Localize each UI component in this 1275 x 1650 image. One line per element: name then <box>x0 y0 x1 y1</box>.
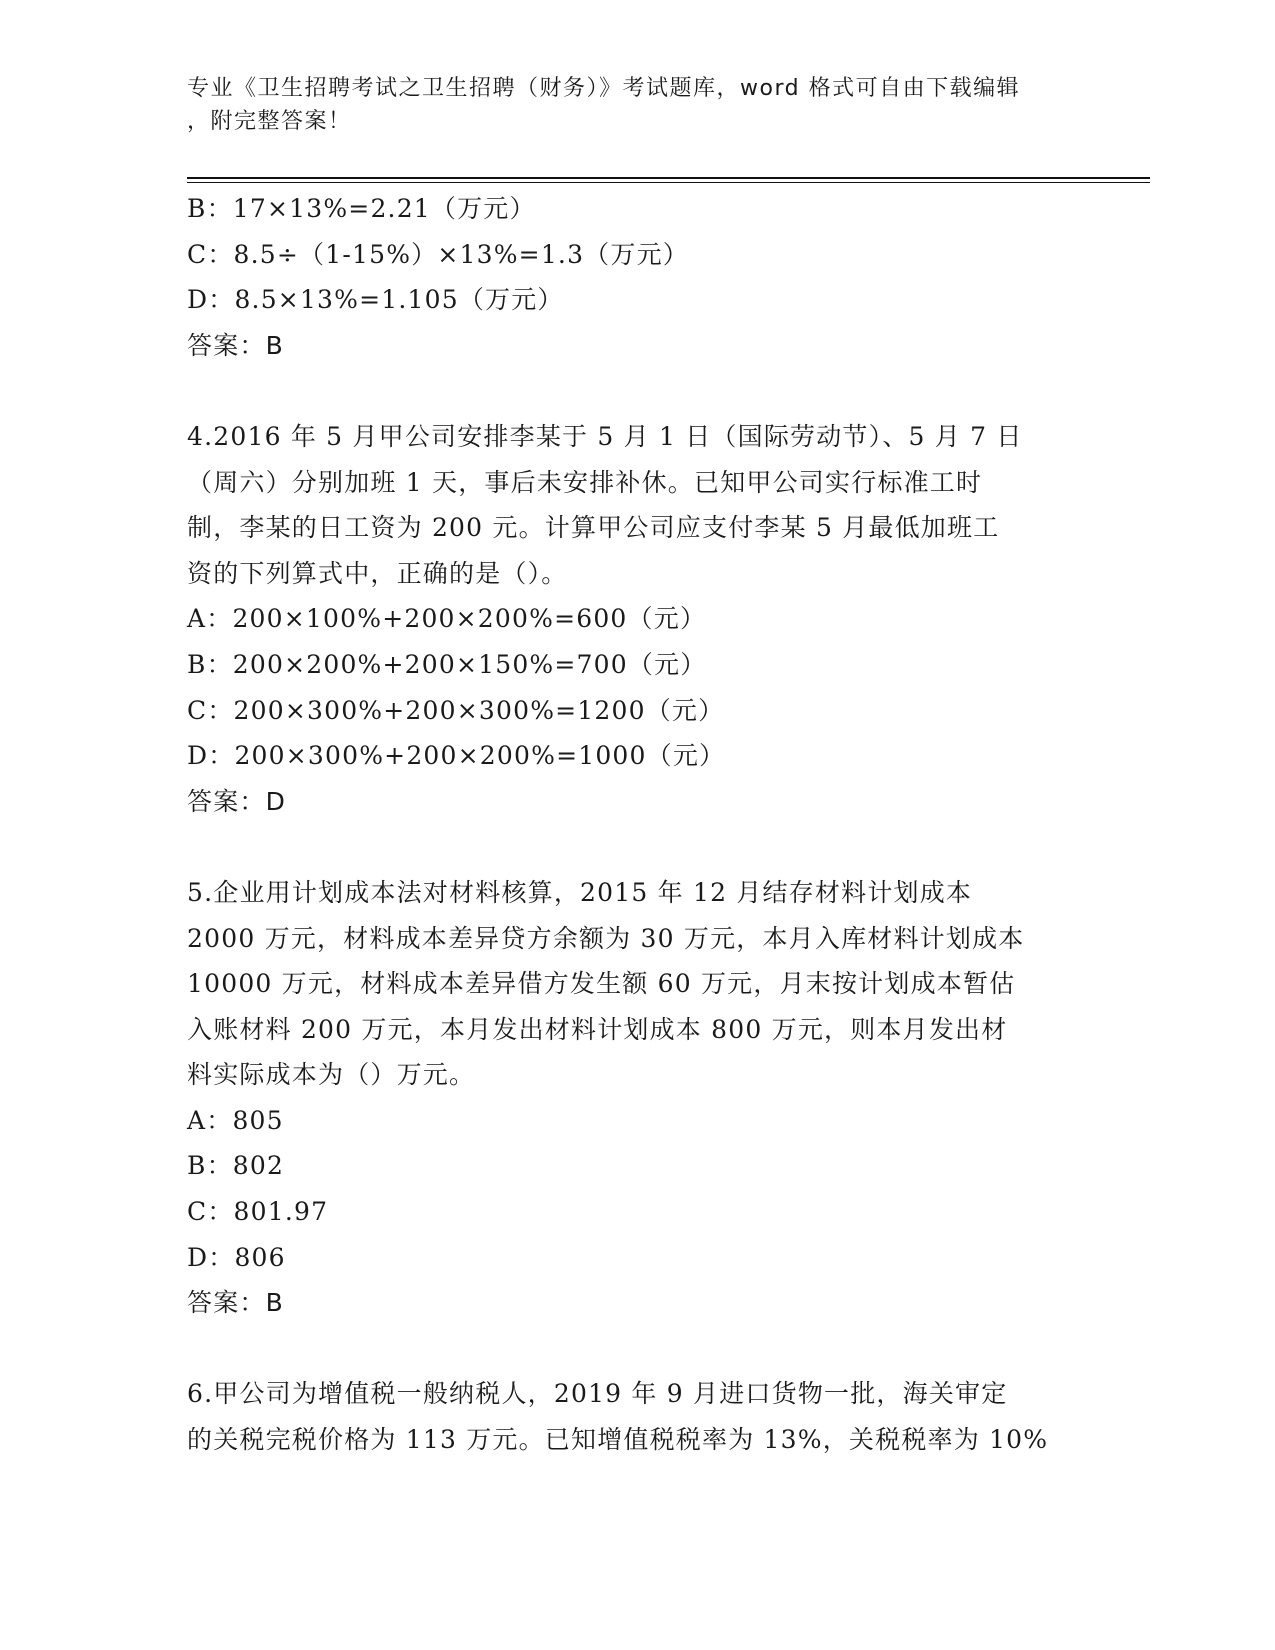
q5-stem-line: 料实际成本为（）万元。 <box>187 1060 476 1090</box>
q3-option-c: C：8.5÷（1-15%）×13%=1.3（万元） <box>187 239 689 269</box>
header-divider-thick <box>187 177 1150 179</box>
spacer <box>187 824 1087 870</box>
q4-stem-line: （周六）分别加班 1 天，事后未安排补休。已知甲公司实行标准工时 <box>187 467 983 497</box>
q4-answer: 答案：D <box>187 786 287 816</box>
question-6 <box>187 1371 1087 1462</box>
question-3 <box>187 186 1087 368</box>
q5-option-d: D：806 <box>187 1242 286 1272</box>
q5-stem-line: 10000 万元，材料成本差异借方发生额 60 万元，月末按计划成本暂估 <box>187 969 1016 999</box>
spacer <box>187 368 1087 414</box>
q4-stem-line: 4.2016 年 5 月甲公司安排李某于 5 月 1 日（国际劳动节）、5 月 7 日 <box>187 421 1023 451</box>
q4-option-a: A：200×100%+200×200%=600（元） <box>187 604 707 634</box>
document-body <box>187 186 1087 1463</box>
q4-stem-line: 资的下列算式中，正确的是（）。 <box>187 558 568 588</box>
q5-answer: 答案：B <box>187 1288 284 1318</box>
document-header <box>187 72 1067 138</box>
q4-option-c: C：200×300%+200×300%=1200（元） <box>187 695 725 725</box>
q5-stem-line: 5.企业用计划成本法对材料核算，2015 年 12 月结存材料计划成本 <box>187 877 973 907</box>
q3-answer: 答案：B <box>187 330 284 360</box>
question-4 <box>187 414 1087 824</box>
spacer <box>187 1326 1087 1372</box>
q5-option-a: A：805 <box>187 1105 284 1135</box>
q5-option-c: C：801.97 <box>187 1197 329 1227</box>
q5-stem-line: 2000 万元，材料成本差异贷方余额为 30 万元，本月入库材料计划成本 <box>187 923 1025 953</box>
q5-option-b: B：802 <box>187 1151 285 1181</box>
q3-option-d: D：8.5×13%=1.105（万元） <box>187 285 564 315</box>
q4-stem-line: 制，李某的日工资为 200 元。计算甲公司应支付李某 5 月最低加班工 <box>187 513 1000 543</box>
header-line-1: 专业《卫生招聘考试之卫生招聘（财务）》考试题库，word 格式可自由下载编辑 <box>187 76 1021 101</box>
q4-option-d: D：200×300%+200×200%=1000（元） <box>187 741 726 771</box>
q6-stem-line: 6.甲公司为增值税一般纳税人，2019 年 9 月进口货物一批，海关审定 <box>187 1379 1008 1409</box>
question-5 <box>187 870 1087 1326</box>
header-divider-thin <box>187 182 1150 183</box>
q3-option-b: B：17×13%=2.21（万元） <box>187 194 536 223</box>
q5-stem-line: 入账材料 200 万元，本月发出材料计划成本 800 万元，则本月发出材 <box>187 1014 1008 1044</box>
header-line-2: ，附完整答案！ <box>187 109 352 134</box>
q4-option-b: B：200×200%+200×150%=700（元） <box>187 649 707 679</box>
q6-stem-line: 的关税完税价格为 113 万元。已知增值税税率为 13%，关税税率为 10% <box>187 1425 1049 1455</box>
